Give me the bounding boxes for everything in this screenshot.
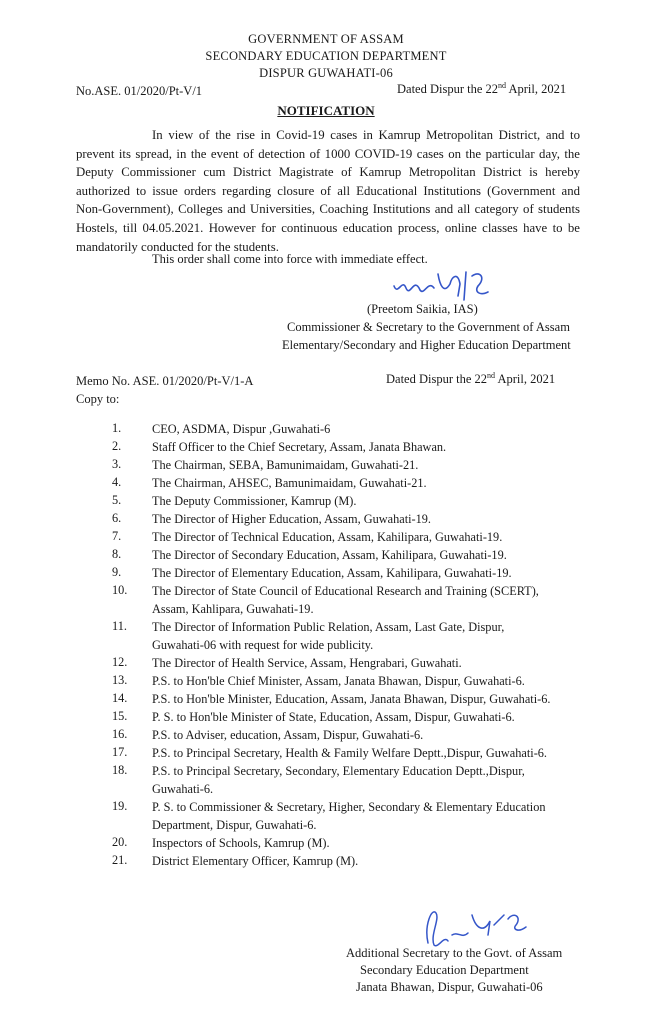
body-line: prevent its spread, in the event of detection of 1000 COVID-19 cases on the particular day, the: [76, 146, 580, 161]
list-item-text: The Director of Technical Education, Assam, Kahilipara, Guwahati-19.: [152, 530, 503, 544]
dept-header-line-2: SECONDARY EDUCATION DEPARTMENT: [205, 49, 447, 63]
list-item-text: P.S. to Hon'ble Chief Minister, Assam, Janata Bhawan, Dispur, Guwahati-6.: [152, 674, 525, 688]
list-item-text: Inspectors of Schools, Kamrup (M).: [152, 836, 330, 850]
list-item-number: 11.: [112, 619, 127, 633]
list-item-text: The Director of State Council of Educational Research and Training (SCERT),: [152, 584, 539, 598]
list-item-number: 9.: [112, 565, 122, 579]
list-item-text: Assam, Kahlipara, Guwahati-19.: [152, 602, 314, 616]
memo-number: Memo No. ASE. 01/2020/Pt-V/1-A: [76, 374, 254, 388]
signatory-title-2: Elementary/Secondary and Higher Education Department: [282, 338, 571, 352]
body-line: Hostels, till 04.05.2021. However for continuous education process, online classes have to be: [76, 220, 580, 235]
list-item-number: 7.: [112, 529, 122, 543]
list-item-number: 12.: [112, 655, 128, 669]
list-item-number: 15.: [112, 709, 128, 723]
notification-date-suffix: April, 2021: [506, 82, 567, 96]
list-item-number: 16.: [112, 727, 128, 741]
list-item-number: 5.: [112, 493, 122, 507]
list-item-number: 10.: [112, 583, 128, 597]
list-item-text: P.S. to Principal Secretary, Secondary, Elementary Education Deptt.,Dispur,: [152, 764, 525, 778]
memo-date-sup: nd: [487, 370, 496, 380]
body-line: In view of the rise in Covid-19 cases in Kamrup Metropolitan District, and to: [152, 128, 580, 142]
footer-line-1: Additional Secretary to the Govt. of Assam: [346, 946, 563, 960]
list-item-number: 17.: [112, 745, 128, 759]
order-effect-line: This order shall come into force with immediate effect.: [152, 252, 428, 266]
list-item-text: Department, Dispur, Guwahati-6.: [152, 818, 317, 832]
list-item-number: 20.: [112, 835, 128, 849]
list-item-text: The Chairman, AHSEC, Bamunimaidam, Guwahati-21.: [152, 476, 427, 490]
list-item-text: Guwahati-6.: [152, 782, 214, 796]
list-item-text: P.S. to Adviser, education, Assam, Dispur, Guwahati-6.: [152, 728, 424, 742]
list-item-number: 6.: [112, 511, 122, 525]
list-item-text: The Director of Elementary Education, Assam, Kahilipara, Guwahati-19.: [152, 566, 512, 580]
body-line: Deputy Commissioner cum District Magistrate of Kamrup Metropolitan District is hereby: [76, 165, 580, 180]
signatory-title-1: Commissioner & Secretary to the Government of Assam: [287, 320, 570, 334]
notification-date-sup: nd: [498, 80, 507, 90]
list-item-number: 1.: [112, 421, 122, 435]
notification-body: [76, 126, 580, 256]
notification-number: No.ASE. 01/2020/Pt-V/1: [76, 84, 203, 98]
body-line: Non-Government), Colleges and Universities, Coaching Institutions and all category of students: [76, 202, 580, 217]
list-item-number: 13.: [112, 673, 128, 687]
memo-date: [386, 372, 555, 387]
list-item-text: The Director of Information Public Relation, Assam, Last Gate, Dispur,: [152, 620, 505, 634]
list-item-number: 21.: [112, 853, 128, 867]
list-item-text: P. S. to Hon'ble Minister of State, Education, Assam, Dispur, Guwahati-6.: [152, 710, 515, 724]
memo-date-prefix: Dated Dispur the 22: [386, 372, 488, 386]
list-item-text: Guwahati-06 with request for wide publicity.: [152, 638, 374, 652]
list-item-number: 14.: [112, 691, 128, 705]
dept-header-line-3: DISPUR GUWAHATI-06: [259, 66, 393, 80]
list-item-text: District Elementary Officer, Kamrup (M).: [152, 854, 359, 868]
list-item-text: P.S. to Hon'ble Minister, Education, Assam, Janata Bhawan, Dispur, Guwahati-6.: [152, 692, 551, 706]
memo-date-suffix: April, 2021: [495, 372, 556, 386]
body-line: authorized to issue orders regarding closure of all Educational Institutions (Government and: [76, 183, 580, 198]
footer-line-2: Secondary Education Department: [360, 963, 529, 977]
list-item-text: Staff Officer to the Chief Secretary, Assam, Janata Bhawan.: [152, 440, 447, 454]
list-item-number: 4.: [112, 475, 122, 489]
list-item-text: The Deputy Commissioner, Kamrup (M).: [152, 494, 357, 508]
list-item-number: 18.: [112, 763, 128, 777]
list-item-text: The Chairman, SEBA, Bamunimaidam, Guwahati-21.: [152, 458, 419, 472]
list-item-text: The Director of Health Service, Assam, Hengrabari, Guwahati.: [152, 656, 462, 670]
list-item-number: 8.: [112, 547, 122, 561]
list-item-text: The Director of Secondary Education, Assam, Kahilipara, Guwahati-19.: [152, 548, 507, 562]
footer-line-3: Janata Bhawan, Dispur, Guwahati-06: [356, 980, 543, 994]
body-line: mandatorily conducted for the students.: [76, 239, 279, 254]
notification-date: [397, 82, 566, 97]
list-item-text: CEO, ASDMA, Dispur ,Guwahati-6: [152, 422, 331, 436]
signatory-name: (Preetom Saikia, IAS): [367, 302, 478, 316]
list-item-number: 2.: [112, 439, 122, 453]
list-item-text: The Director of Higher Education, Assam, Guwahati-19.: [152, 512, 431, 526]
notification-title: NOTIFICATION: [277, 103, 375, 118]
notification-date-prefix: Dated Dispur the 22: [397, 82, 499, 96]
copy-to-label: Copy to:: [76, 392, 120, 406]
list-item-number: 19.: [112, 799, 128, 813]
list-item-text: P. S. to Commissioner & Secretary, Higher, Secondary & Elementary Education: [152, 800, 546, 814]
list-item-number: 3.: [112, 457, 122, 471]
dept-header-line-1: GOVERNMENT OF ASSAM: [248, 32, 404, 46]
list-item-text: P.S. to Principal Secretary, Health & Family Welfare Deptt.,Dispur, Guwahati-6.: [152, 746, 548, 760]
